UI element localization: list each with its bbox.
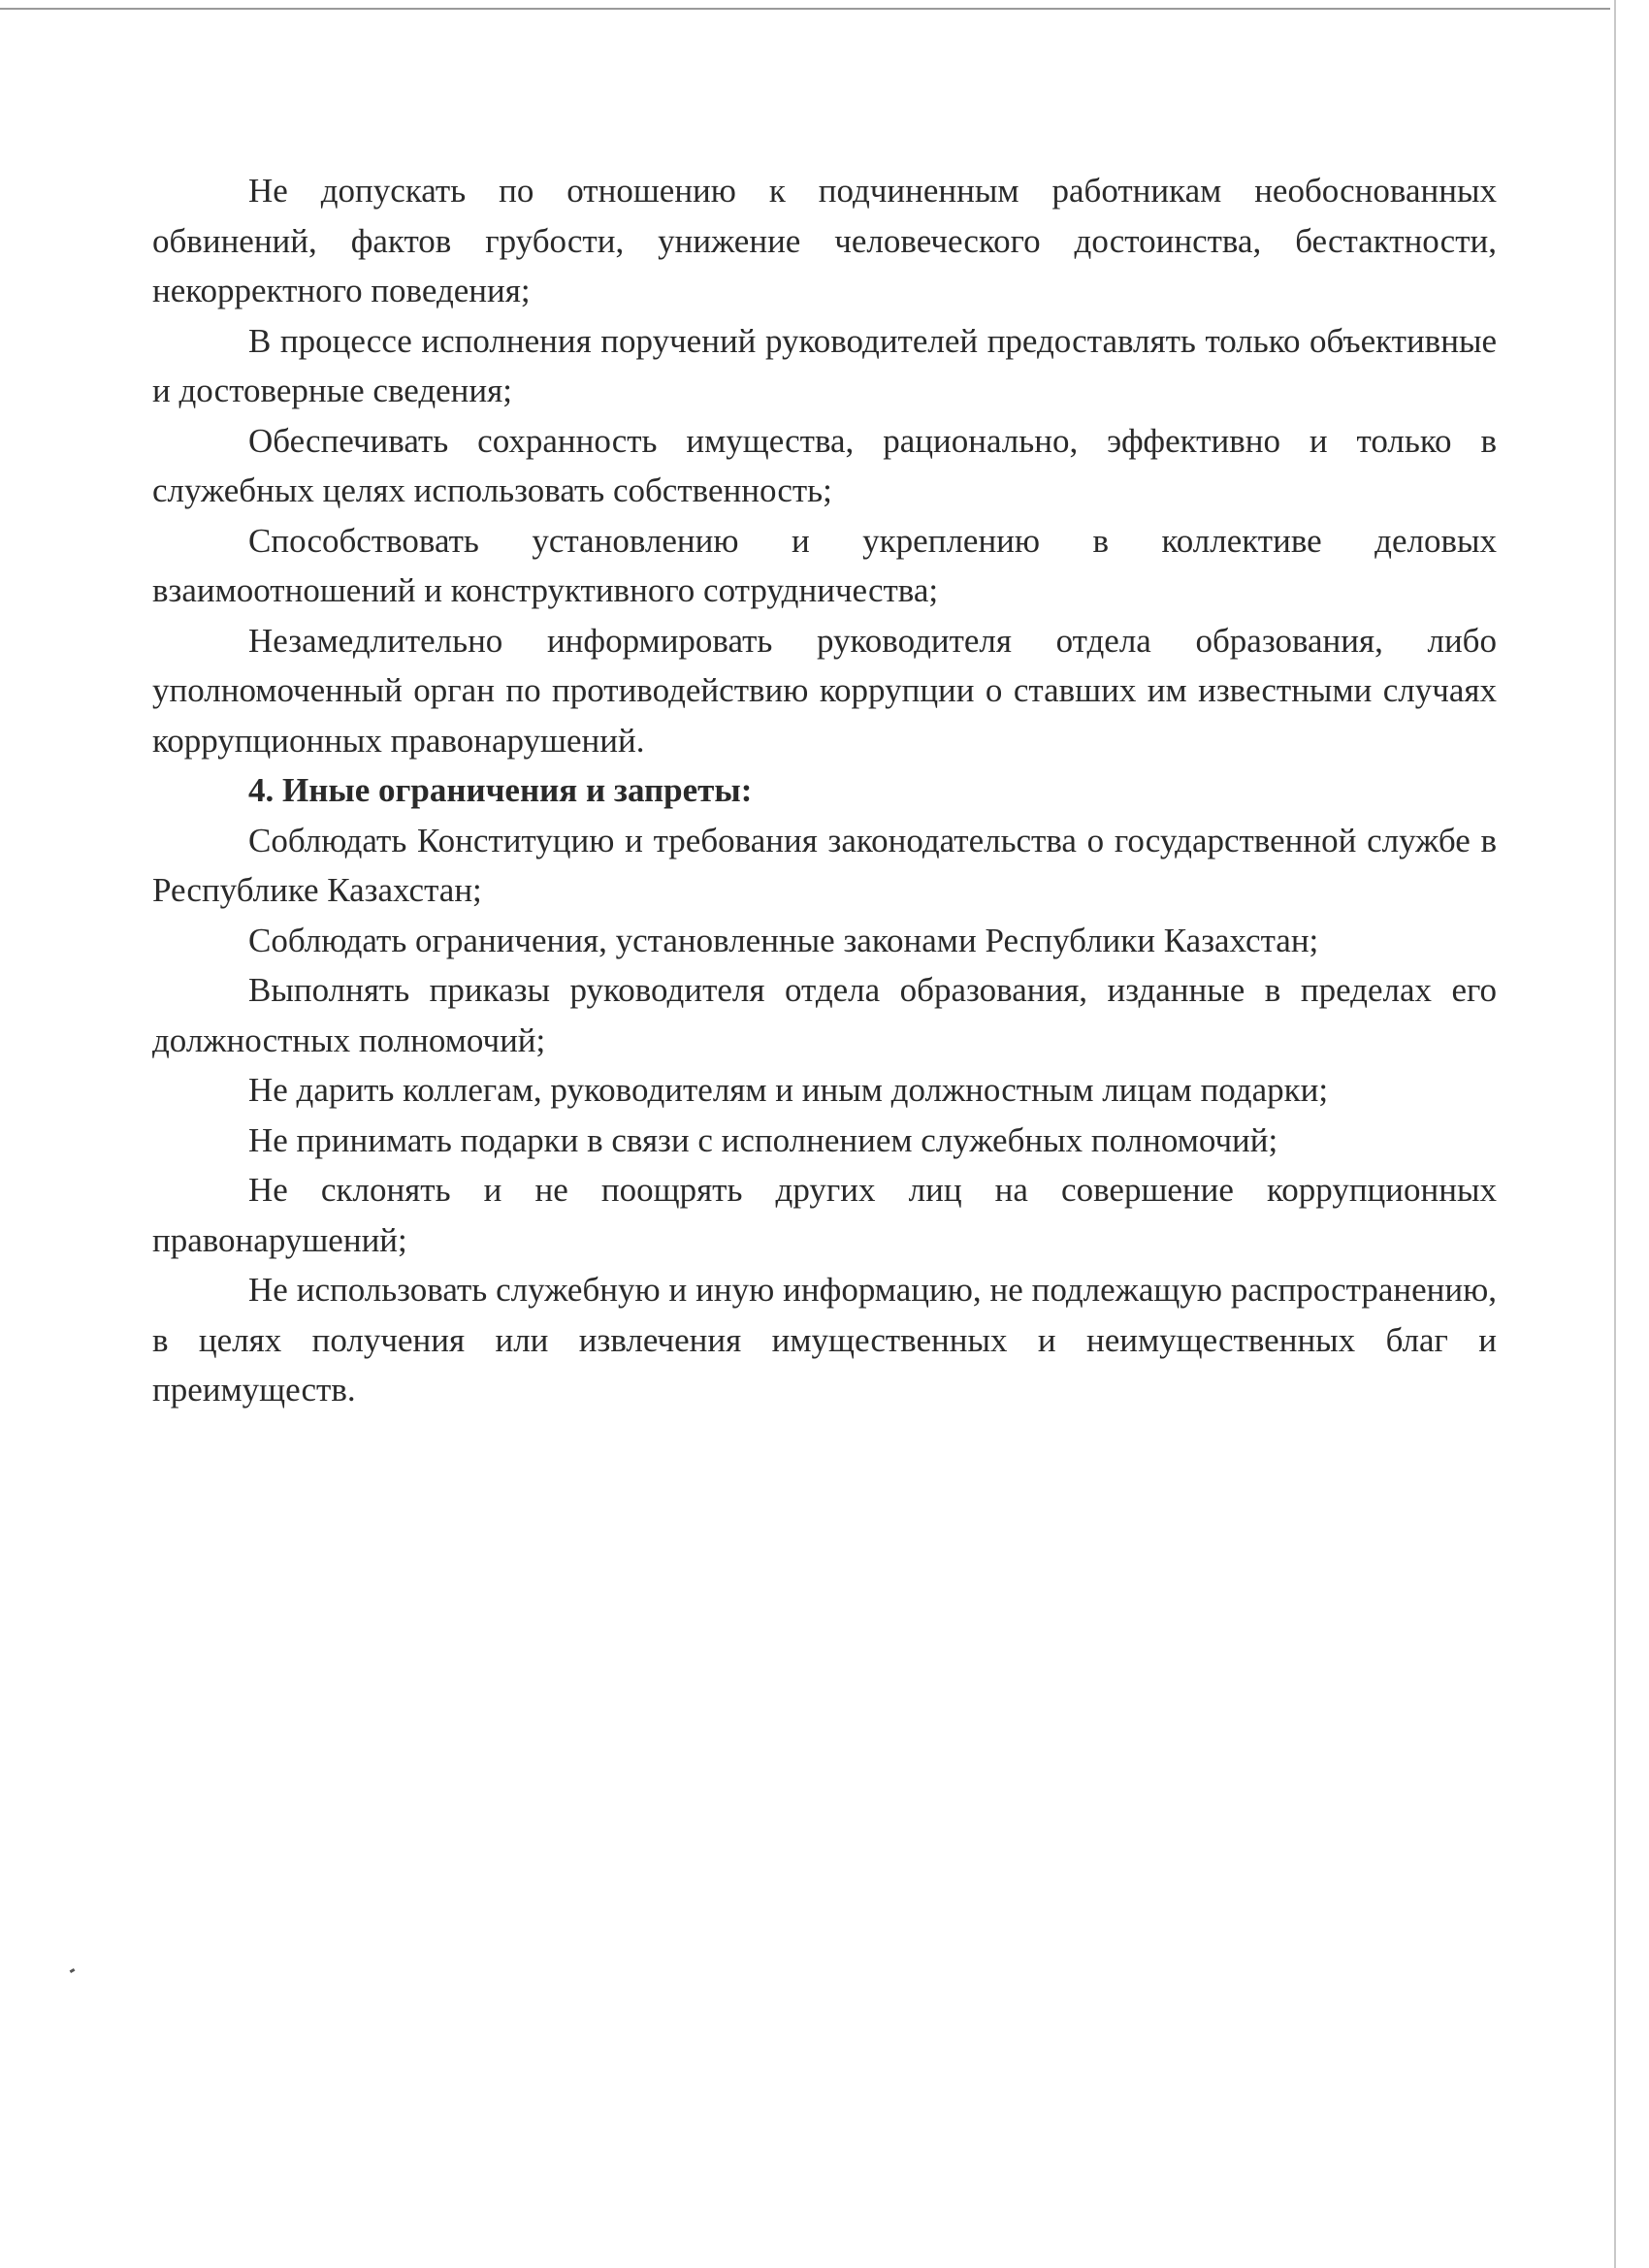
- paragraph: Не допускать по отношению к подчиненным работникам необоснованных обвинений, фактов грубости, унижение человеческого достоинства, бестактности, некорректного поведения;: [152, 172, 1497, 309]
- paragraph: Соблюдать Конституцию и требования законодательства о государственной службе в Республике Казахстан;: [152, 821, 1497, 909]
- paragraph: Соблюдать ограничения, установленные законами Республики Казахстан;: [248, 921, 1319, 959]
- scan-right-edge: [1614, 0, 1616, 2268]
- paragraph: Не принимать подарки в связи с исполнением служебных полномочий;: [248, 1120, 1278, 1159]
- scan-speck: [70, 1968, 76, 1973]
- paragraph: Незамедлительно информировать руководителя отдела образования, либо уполномоченный орган по противодействию коррупции о ставших им известными случаях коррупционных правонарушений.: [152, 621, 1497, 760]
- paragraph: Обеспечивать сохранность имущества, рационально, эффективно и только в служебных целях использовать собственность;: [152, 421, 1497, 509]
- scan-top-edge: [0, 8, 1610, 10]
- document-body: [152, 166, 1497, 1415]
- paragraph: Не дарить коллегам, руководителям и иным должностным лицам подарки;: [248, 1071, 1329, 1109]
- section-heading: 4. Иные ограничения и запреты:: [248, 771, 753, 809]
- paragraph: Не склонять и не поощрять других лиц на совершение коррупционных правонарушений;: [152, 1171, 1497, 1259]
- paragraph: В процессе исполнения поручений руководителей предоставлять только объективные и достоверные сведения;: [152, 321, 1497, 409]
- paragraph: Не использовать служебную и иную информацию, не подлежащую распространению, в целях получения или извлечения имущественных и неимущественных благ и преимуществ.: [152, 1271, 1497, 1409]
- paragraph: Способствовать установлению и укреплению в коллективе деловых взаимоотношений и конструктивного сотрудничества;: [152, 521, 1497, 609]
- paragraph: Выполнять приказы руководителя отдела образования, изданные в пределах его должностных полномочий;: [152, 971, 1497, 1059]
